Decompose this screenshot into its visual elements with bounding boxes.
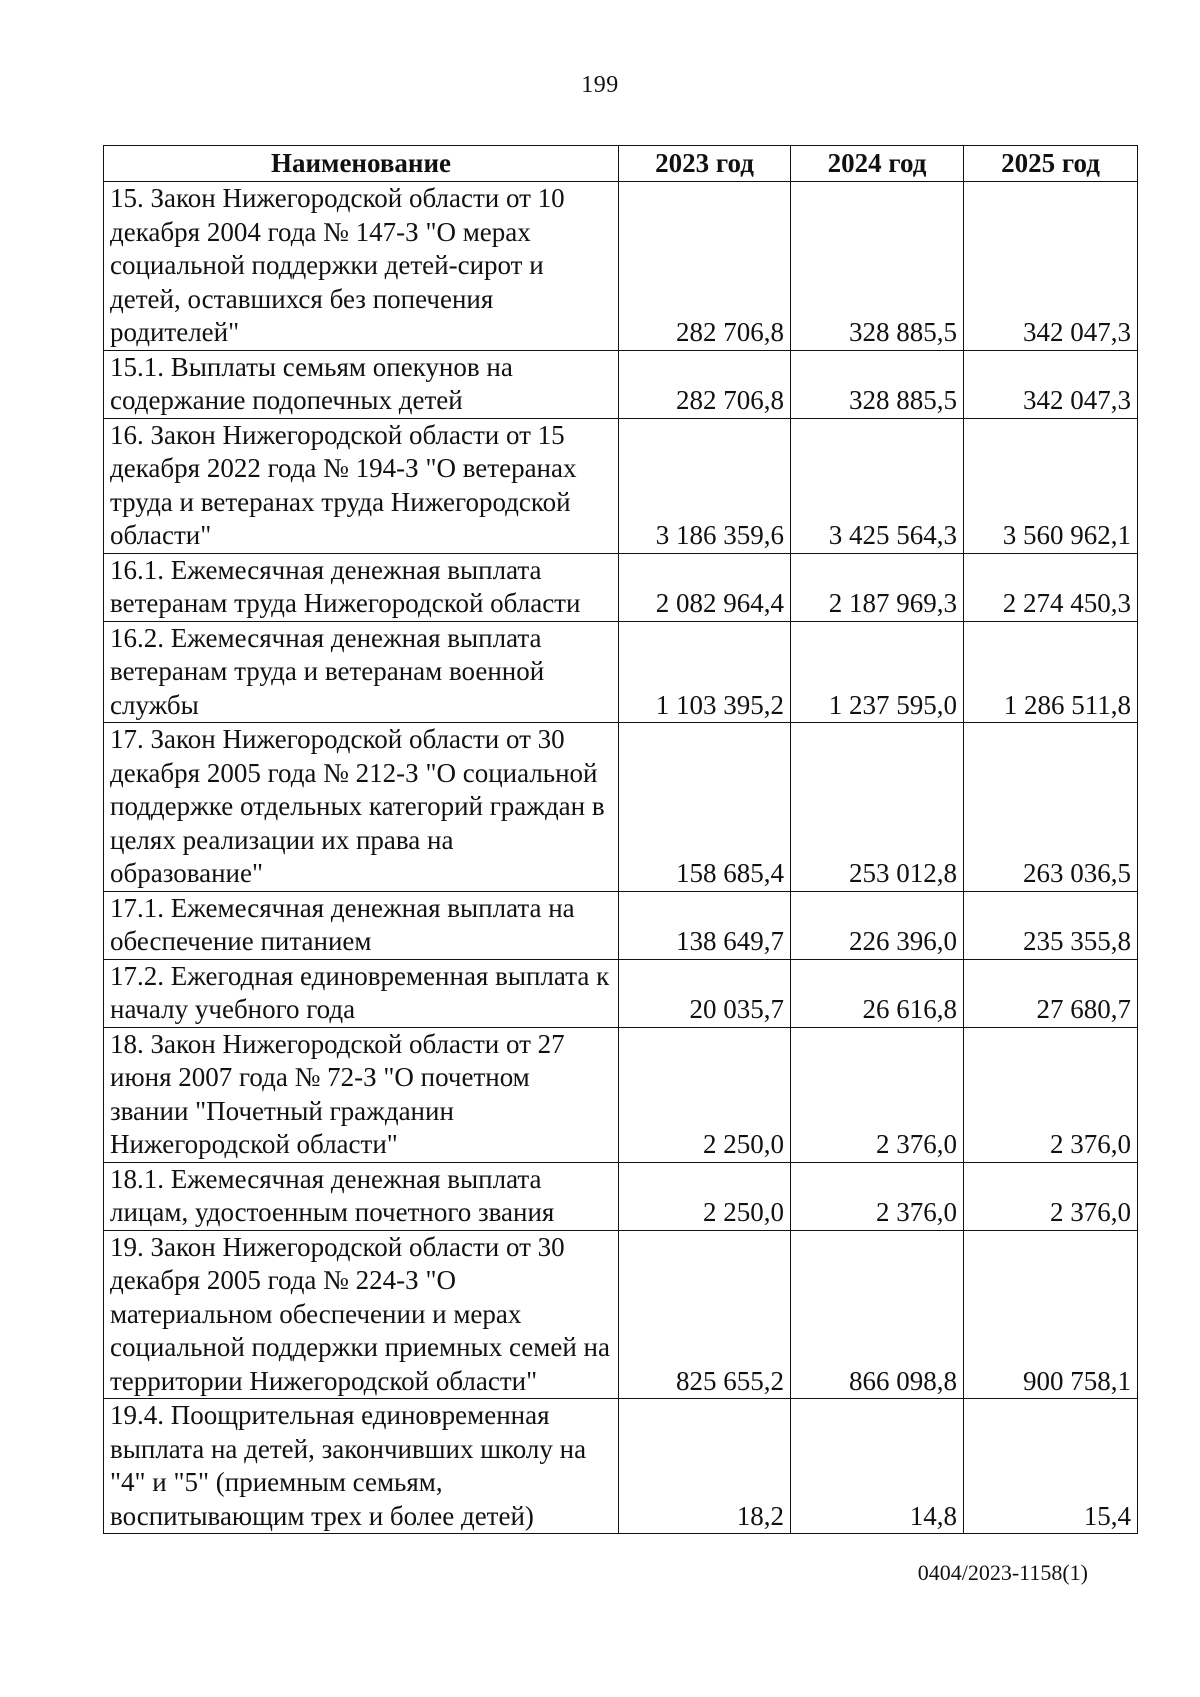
table-row: [104, 723, 1138, 892]
table-row: [104, 891, 1138, 959]
table-row: [104, 350, 1138, 418]
value-2025: 1 286 511,8: [964, 621, 1138, 723]
table-header-row: [104, 146, 1138, 182]
value-2025: 2 274 450,3: [964, 553, 1138, 621]
row-name: 16. Закон Нижегородской области от 15 декабря 2022 года № 194-З "О ветеранах труда и ветеранах труда Нижегородской области": [104, 418, 619, 553]
value-2024: 14,8: [791, 1399, 964, 1534]
value-2023: 282 706,8: [619, 182, 791, 351]
row-name: 18. Закон Нижегородской области от 27 июня 2007 года № 72-З "О почетном звании "Почетный гражданин Нижегородской области": [104, 1027, 619, 1162]
row-name: 19.4. Поощрительная единовременная выплата на детей, закончивших школу на "4" и "5" (приемным семьям, воспитывающим трех и более детей): [104, 1399, 619, 1534]
value-2023: 158 685,4: [619, 723, 791, 892]
value-2024: 2 187 969,3: [791, 553, 964, 621]
table-row: [104, 1027, 1138, 1162]
value-2025: 3 560 962,1: [964, 418, 1138, 553]
value-2024: 866 098,8: [791, 1230, 964, 1399]
table-row: [104, 959, 1138, 1027]
row-name: 16.2. Ежемесячная денежная выплата ветеранам труда и ветеранам военной службы: [104, 621, 619, 723]
row-name: 15.1. Выплаты семьям опекунов на содержание подопечных детей: [104, 350, 619, 418]
value-2025: 263 036,5: [964, 723, 1138, 892]
value-2024: 2 376,0: [791, 1027, 964, 1162]
table-row: [104, 418, 1138, 553]
table-row: [104, 553, 1138, 621]
value-2024: 1 237 595,0: [791, 621, 964, 723]
value-2024: 328 885,5: [791, 350, 964, 418]
header-name: Наименование: [104, 146, 619, 182]
value-2025: 900 758,1: [964, 1230, 1138, 1399]
value-2023: 20 035,7: [619, 959, 791, 1027]
value-2024: 26 616,8: [791, 959, 964, 1027]
row-name: 17.1. Ежемесячная денежная выплата на обеспечение питанием: [104, 891, 619, 959]
row-name: 18.1. Ежемесячная денежная выплата лицам, удостоенным почетного звания: [104, 1162, 619, 1230]
value-2023: 825 655,2: [619, 1230, 791, 1399]
value-2023: 2 250,0: [619, 1162, 791, 1230]
table-row: [104, 1162, 1138, 1230]
table-row: [104, 621, 1138, 723]
value-2024: 253 012,8: [791, 723, 964, 892]
table-row: [104, 1230, 1138, 1399]
table-row: [104, 1399, 1138, 1534]
row-name: 17. Закон Нижегородской области от 30 декабря 2005 года № 212-З "О социальной поддержке отдельных категорий граждан в целях реализации их права на образование": [104, 723, 619, 892]
budget-table: [103, 145, 1138, 1534]
table-row: [104, 182, 1138, 351]
value-2025: 2 376,0: [964, 1162, 1138, 1230]
value-2025: 235 355,8: [964, 891, 1138, 959]
value-2023: 138 649,7: [619, 891, 791, 959]
value-2025: 15,4: [964, 1399, 1138, 1534]
row-name: 15. Закон Нижегородской области от 10 декабря 2004 года № 147-З "О мерах социальной поддержки детей-сирот и детей, оставшихся без попечения родителей": [104, 182, 619, 351]
header-2023: 2023 год: [619, 146, 791, 182]
header-2025: 2025 год: [964, 146, 1138, 182]
document-code: 0404/2023-1158(1): [917, 1560, 1088, 1585]
value-2024: 3 425 564,3: [791, 418, 964, 553]
value-2023: 3 186 359,6: [619, 418, 791, 553]
value-2025: 342 047,3: [964, 182, 1138, 351]
row-name: 16.1. Ежемесячная денежная выплата ветеранам труда Нижегородской области: [104, 553, 619, 621]
value-2025: 27 680,7: [964, 959, 1138, 1027]
value-2025: 2 376,0: [964, 1027, 1138, 1162]
page-number: 199: [581, 72, 619, 98]
value-2025: 342 047,3: [964, 350, 1138, 418]
row-name: 19. Закон Нижегородской области от 30 декабря 2005 года № 224-З "О материальном обеспечении и мерах социальной поддержки приемных семей на территории Нижегородской области": [104, 1230, 619, 1399]
row-name: 17.2. Ежегодная единовременная выплата к началу учебного года: [104, 959, 619, 1027]
value-2023: 2 250,0: [619, 1027, 791, 1162]
value-2024: 226 396,0: [791, 891, 964, 959]
value-2023: 18,2: [619, 1399, 791, 1534]
value-2023: 282 706,8: [619, 350, 791, 418]
value-2023: 2 082 964,4: [619, 553, 791, 621]
value-2023: 1 103 395,2: [619, 621, 791, 723]
value-2024: 2 376,0: [791, 1162, 964, 1230]
header-2024: 2024 год: [791, 146, 964, 182]
value-2024: 328 885,5: [791, 182, 964, 351]
